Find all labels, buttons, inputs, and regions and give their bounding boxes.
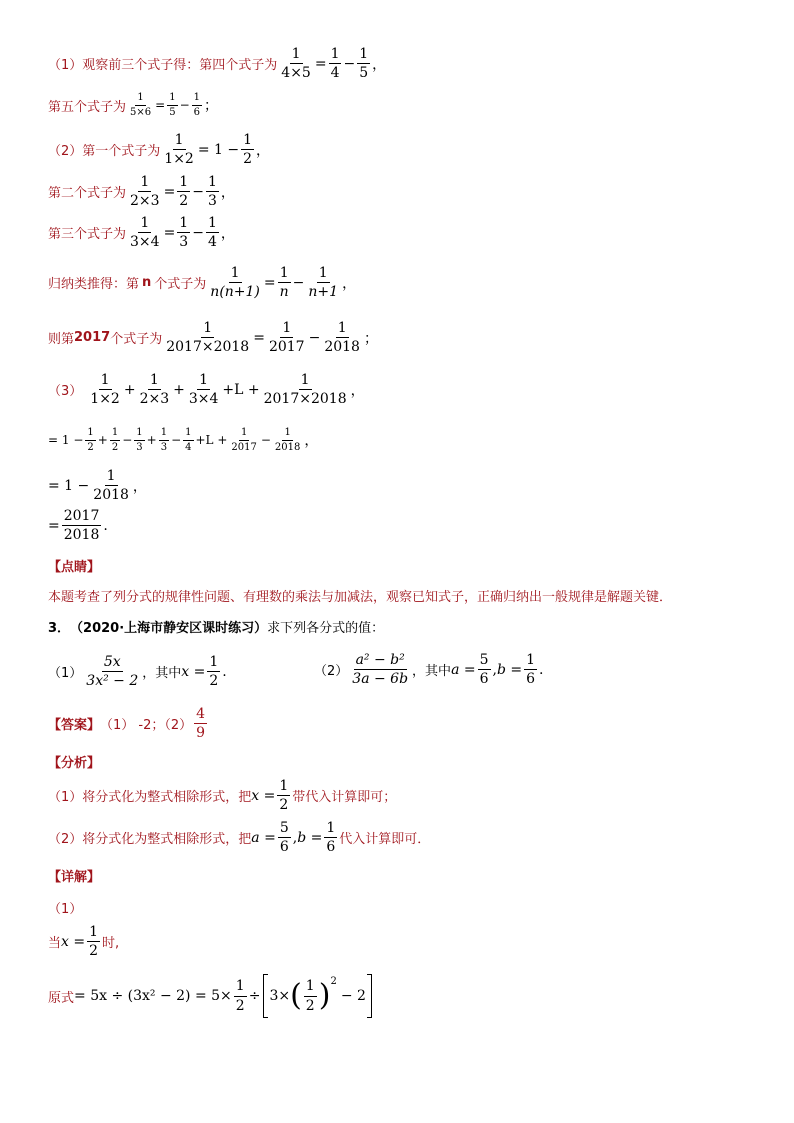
variable: b = bbox=[297, 829, 323, 846]
denominator: 2 bbox=[279, 797, 289, 814]
operator: − bbox=[292, 274, 305, 291]
denominator: 4 bbox=[330, 65, 340, 82]
denominator: 2 bbox=[89, 943, 99, 960]
punctuation: ， bbox=[220, 225, 235, 242]
part-label: （1） bbox=[48, 666, 83, 682]
denominator: 3x² − 2 bbox=[86, 673, 139, 690]
line-third-expression bbox=[48, 215, 235, 250]
fraction bbox=[128, 92, 153, 118]
fraction bbox=[234, 978, 247, 1013]
fraction bbox=[229, 427, 258, 453]
text: （2）第一个式子为 bbox=[48, 144, 161, 160]
fraction bbox=[85, 427, 95, 453]
fraction bbox=[478, 652, 491, 687]
operator: − bbox=[192, 224, 204, 241]
text: （1）观察前三个式子得：第四个式子为 bbox=[48, 58, 278, 74]
answer-label: 【答案】 bbox=[48, 718, 101, 734]
numerator: 1 bbox=[329, 46, 342, 64]
line-telescoping bbox=[48, 427, 318, 453]
left-paren: ( bbox=[290, 978, 302, 1013]
numerator: 1 bbox=[138, 174, 151, 192]
denominator: 3 bbox=[136, 441, 143, 453]
fraction bbox=[110, 427, 120, 453]
operator: = bbox=[263, 274, 276, 291]
punctuation: . bbox=[222, 663, 227, 680]
numerator: 1 bbox=[87, 924, 100, 942]
line-simplified bbox=[48, 468, 147, 503]
denominator: 2 bbox=[235, 997, 245, 1014]
punctuation: . bbox=[103, 517, 108, 534]
fraction bbox=[128, 174, 162, 209]
operator: − bbox=[179, 98, 190, 112]
numerator: 1 bbox=[357, 46, 370, 64]
line-second-expression bbox=[48, 174, 235, 209]
text: 归纳类推得：第 bbox=[48, 277, 140, 293]
fraction bbox=[159, 427, 169, 453]
expression: 3× bbox=[269, 988, 291, 1004]
line-sum-expression bbox=[48, 372, 365, 407]
numerator: 1 bbox=[201, 320, 214, 338]
denominator: 5×6 bbox=[130, 106, 152, 118]
text: 时, bbox=[102, 936, 120, 952]
fraction bbox=[167, 92, 177, 118]
denominator: 4 bbox=[207, 234, 217, 251]
answer-text: （1） -2；（2） bbox=[100, 718, 193, 734]
variable-n: n bbox=[142, 275, 152, 291]
numerator: 1 bbox=[206, 215, 219, 233]
numerator: a² − b² bbox=[354, 652, 407, 670]
section-dianjing: 【点睛】 bbox=[48, 560, 101, 575]
operator: + bbox=[123, 381, 136, 398]
numerator: 1 bbox=[206, 174, 219, 192]
line-fifth-expression bbox=[48, 92, 218, 118]
denominator: 1×2 bbox=[164, 151, 194, 168]
numerator: 1 bbox=[277, 778, 290, 796]
line-fourth-expression bbox=[48, 46, 386, 81]
square-bracket bbox=[263, 974, 371, 1018]
denominator: 3×4 bbox=[188, 391, 219, 408]
denominator: 6 bbox=[326, 839, 336, 856]
numerator: 1 bbox=[173, 132, 186, 150]
numerator: 1 bbox=[278, 265, 291, 283]
text: ，其中 bbox=[142, 666, 182, 682]
text: 带代入计算即可； bbox=[292, 790, 397, 806]
denominator: 2018 bbox=[274, 441, 301, 453]
exponent: 2 bbox=[330, 976, 337, 987]
punctuation: ； bbox=[204, 98, 218, 114]
fraction bbox=[278, 265, 291, 300]
denominator: 2 bbox=[111, 441, 119, 453]
numerator: 1 bbox=[148, 372, 161, 390]
expression: = 5x ÷ (3x² − 2) = 5× bbox=[74, 988, 232, 1004]
numerator: 1 bbox=[134, 427, 144, 441]
operator: ÷ bbox=[248, 988, 261, 1004]
fraction bbox=[91, 468, 131, 503]
text: 原式 bbox=[48, 990, 75, 1006]
denominator: 2 bbox=[179, 193, 189, 210]
text: （3） bbox=[48, 384, 83, 400]
fraction bbox=[208, 265, 262, 300]
text: 第五个式子为 bbox=[48, 99, 127, 115]
denominator: 2017 bbox=[268, 339, 305, 356]
operator: − bbox=[343, 55, 356, 72]
numerator: 1 bbox=[85, 427, 95, 441]
numerator: 1 bbox=[317, 265, 330, 283]
text: （1）将分式化为整式相除形式，把 bbox=[48, 790, 252, 806]
summary-text: 本题考查了列分式的规律性问题、有理数的乘法与加减法，观察已知式子，正确归纳出一般规律是解题关键． bbox=[48, 590, 673, 605]
numerator: 1 bbox=[167, 92, 177, 106]
denominator: 6 bbox=[279, 839, 289, 856]
text: 当 bbox=[48, 936, 62, 952]
text: 个式子为 bbox=[154, 277, 207, 293]
fraction bbox=[267, 320, 307, 355]
text: ，其中 bbox=[412, 664, 452, 680]
question-3-part-1 bbox=[48, 654, 227, 689]
denominator: 6 bbox=[479, 671, 489, 688]
line-nth-expression bbox=[48, 265, 356, 300]
numerator: 1 bbox=[290, 46, 303, 64]
fraction bbox=[262, 372, 349, 407]
fraction bbox=[241, 132, 254, 167]
operator: + bbox=[97, 433, 108, 447]
fraction bbox=[357, 46, 370, 81]
fraction bbox=[322, 320, 362, 355]
fraction bbox=[278, 820, 291, 855]
denominator: 4×5 bbox=[281, 65, 311, 82]
operator: = 1 − bbox=[48, 433, 84, 447]
denominator: 2018 bbox=[93, 487, 129, 504]
denominator: 2017×2018 bbox=[263, 391, 347, 408]
fraction bbox=[177, 174, 190, 209]
operator: − bbox=[192, 183, 204, 200]
fraction bbox=[207, 654, 220, 689]
denominator: 2×3 bbox=[130, 193, 160, 210]
text: 代入计算即可． bbox=[339, 832, 431, 848]
operator: = bbox=[163, 183, 176, 200]
section-detail: 【详解】 bbox=[48, 870, 101, 885]
fraction bbox=[329, 46, 342, 81]
analysis-1 bbox=[48, 778, 396, 813]
variable: x = bbox=[61, 933, 86, 950]
fraction bbox=[194, 706, 207, 741]
numerator: 1 bbox=[177, 215, 190, 233]
denominator: 3 bbox=[179, 234, 189, 251]
numerator: 1 bbox=[177, 174, 190, 192]
fraction bbox=[84, 654, 140, 689]
numerator: 1 bbox=[229, 265, 242, 283]
analysis-2 bbox=[48, 820, 430, 855]
numerator: 1 bbox=[336, 320, 349, 338]
numerator: 1 bbox=[192, 92, 202, 106]
fraction bbox=[87, 924, 100, 959]
numerator: 1 bbox=[299, 372, 312, 390]
punctuation: ， bbox=[304, 433, 319, 449]
denominator: 6 bbox=[526, 671, 536, 688]
denominator: 9 bbox=[196, 725, 206, 742]
punctuation: . bbox=[539, 661, 544, 678]
ellipsis: +L + bbox=[195, 433, 228, 447]
question-3-heading bbox=[48, 617, 384, 636]
section-analysis: 【分析】 bbox=[48, 756, 101, 771]
punctuation: , bbox=[492, 661, 497, 678]
question-number: 3． bbox=[48, 621, 71, 636]
punctuation: ， bbox=[132, 478, 147, 495]
numerator: 1 bbox=[110, 427, 120, 441]
numerator: 1 bbox=[207, 654, 220, 672]
numerator: 1 bbox=[135, 92, 145, 106]
text: （2）将分式化为整式相除形式，把 bbox=[48, 832, 252, 848]
numerator: 4 bbox=[194, 706, 207, 724]
operator: − bbox=[122, 433, 133, 447]
question-source: （2020·上海市静安区课时练习） bbox=[70, 621, 268, 636]
fraction bbox=[164, 320, 251, 355]
operator: = bbox=[253, 329, 265, 346]
numerator: 2017 bbox=[62, 508, 102, 526]
denominator: 2 bbox=[305, 997, 315, 1014]
fraction bbox=[277, 778, 290, 813]
operator: − bbox=[171, 433, 182, 447]
text: 第三个式子为 bbox=[48, 227, 127, 243]
numerator: 5x bbox=[102, 654, 123, 672]
operator: + bbox=[173, 381, 185, 398]
fraction bbox=[350, 652, 410, 687]
expression: − 2 bbox=[340, 988, 366, 1004]
denominator: 5 bbox=[359, 65, 369, 82]
operator: + bbox=[146, 433, 157, 447]
denominator: n bbox=[279, 284, 289, 301]
year-value: 2017 bbox=[74, 330, 111, 346]
denominator: 1×2 bbox=[90, 391, 120, 408]
question-text: 求下列各分式的值： bbox=[267, 621, 385, 636]
denominator: 2 bbox=[87, 441, 94, 453]
operator: − bbox=[260, 433, 271, 447]
fraction bbox=[273, 427, 302, 453]
numerator: 1 bbox=[105, 468, 118, 486]
denominator: 3 bbox=[160, 441, 168, 453]
fraction bbox=[162, 132, 196, 167]
ellipsis: +L + bbox=[222, 381, 260, 398]
text: 个式子为 bbox=[110, 332, 163, 348]
denominator: 5 bbox=[169, 106, 176, 118]
operator: = bbox=[163, 224, 176, 241]
fraction bbox=[62, 508, 102, 543]
detail-condition bbox=[48, 924, 119, 959]
fraction bbox=[183, 427, 193, 453]
text: 第二个式子为 bbox=[48, 186, 127, 202]
answer-line bbox=[48, 706, 209, 741]
denominator: 2 bbox=[209, 673, 219, 690]
denominator: 2018 bbox=[324, 339, 360, 356]
numerator: 5 bbox=[278, 820, 291, 838]
punctuation: ， bbox=[372, 56, 387, 73]
fraction bbox=[134, 427, 144, 453]
denominator: 2018 bbox=[63, 527, 100, 544]
operator: = 1 − bbox=[197, 141, 240, 158]
numerator: 1 bbox=[183, 427, 193, 441]
punctuation: , bbox=[292, 829, 298, 846]
operator: = bbox=[314, 55, 327, 72]
text: 则第 bbox=[48, 332, 75, 348]
fraction bbox=[128, 215, 162, 250]
operator: = bbox=[48, 517, 60, 534]
numerator: 1 bbox=[241, 132, 254, 150]
fraction bbox=[88, 372, 122, 407]
detail-expression bbox=[48, 974, 375, 1018]
numerator: 1 bbox=[99, 372, 112, 390]
numerator: 1 bbox=[304, 978, 317, 996]
denominator: 2017 bbox=[231, 441, 257, 453]
fraction bbox=[206, 215, 219, 250]
fraction bbox=[192, 92, 202, 118]
denominator: 3×4 bbox=[130, 234, 160, 251]
denominator: 3 bbox=[207, 193, 217, 210]
denominator: 2 bbox=[243, 151, 253, 168]
line-result bbox=[48, 508, 108, 543]
numerator: 1 bbox=[280, 320, 293, 338]
variable: x = bbox=[251, 787, 276, 804]
denominator: 2017×2018 bbox=[166, 339, 250, 356]
denominator: n(n+1) bbox=[210, 284, 260, 301]
denominator: n+1 bbox=[308, 284, 339, 301]
fraction bbox=[306, 265, 340, 300]
denominator: 2×3 bbox=[139, 391, 170, 408]
operator: = 1 − bbox=[48, 477, 90, 494]
fraction bbox=[524, 652, 537, 687]
numerator: 1 bbox=[524, 652, 537, 670]
numerator: 1 bbox=[138, 215, 151, 233]
condition: a = bbox=[451, 661, 476, 678]
punctuation: ， bbox=[256, 142, 271, 159]
fraction bbox=[324, 820, 337, 855]
punctuation: ； bbox=[363, 330, 378, 347]
numerator: 1 bbox=[159, 427, 169, 441]
punctuation: ， bbox=[350, 382, 365, 399]
numerator: 1 bbox=[197, 372, 210, 390]
fraction bbox=[187, 372, 221, 407]
denominator: 4 bbox=[185, 441, 192, 453]
numerator: 1 bbox=[239, 427, 249, 441]
fraction bbox=[304, 978, 317, 1013]
question-3-part-2 bbox=[314, 652, 544, 687]
fraction bbox=[177, 215, 190, 250]
numerator: 1 bbox=[324, 820, 337, 838]
condition: x = bbox=[181, 663, 206, 680]
right-paren: ) bbox=[318, 978, 331, 1013]
detail-part-1: （1） bbox=[48, 902, 83, 917]
punctuation: ， bbox=[220, 184, 235, 201]
numerator: 1 bbox=[234, 978, 247, 996]
operator: − bbox=[308, 329, 321, 346]
operator: = bbox=[155, 98, 166, 112]
fraction bbox=[279, 46, 313, 81]
denominator: 3a − 6b bbox=[352, 671, 409, 688]
fraction bbox=[138, 372, 172, 407]
part-label: （2） bbox=[314, 664, 349, 680]
line-first-expression bbox=[48, 132, 270, 167]
denominator: 6 bbox=[193, 106, 200, 118]
numerator: 5 bbox=[478, 652, 491, 670]
line-2017th-expression bbox=[48, 320, 378, 355]
condition: b = bbox=[496, 661, 523, 678]
variable: a = bbox=[251, 829, 276, 846]
numerator: 1 bbox=[282, 427, 292, 441]
fraction bbox=[206, 174, 219, 209]
punctuation: ， bbox=[342, 275, 357, 292]
